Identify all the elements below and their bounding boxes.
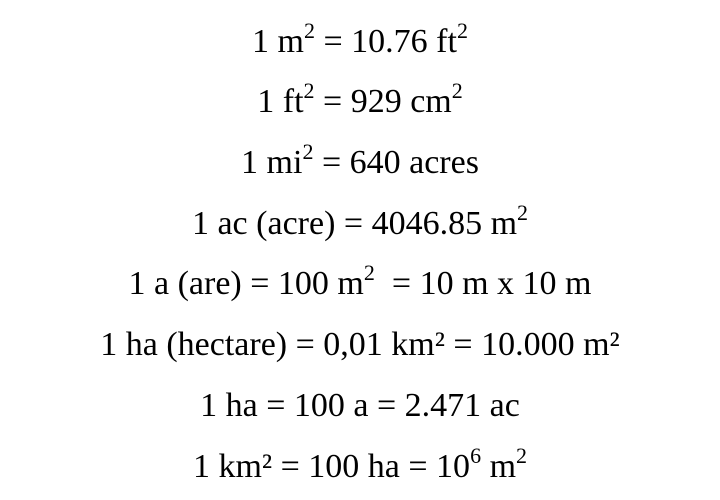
conversion-line-3	[0, 138, 720, 183]
line-text: 1 mi	[241, 144, 303, 181]
conversion-line-7	[0, 386, 720, 426]
exponent: 2	[302, 138, 314, 164]
line-text: 1 ha = 100 a = 2.471 ac	[200, 387, 520, 424]
line-text: 1 m	[252, 23, 304, 60]
exponent: 2	[363, 259, 375, 285]
line-text: 1 ft	[257, 83, 304, 120]
line-text: = 929 cm	[314, 83, 452, 120]
line-text: 1 ha (hectare) = 0,01 km² = 10.000 m²	[100, 326, 620, 363]
conversion-line-5	[0, 259, 720, 304]
line-text: 1 ac (acre) = 4046.85 m	[191, 205, 518, 242]
line-text: = 10 m x 10 m	[374, 265, 592, 302]
exponent: 2	[516, 442, 528, 468]
exponent: 2	[303, 77, 315, 103]
line-text: 1 a (are) = 100 m	[128, 265, 364, 302]
line-text: = 10.76 ft	[315, 23, 457, 60]
conversion-line-4	[0, 199, 720, 244]
conversion-line-6	[0, 325, 720, 365]
exponent: 2	[451, 77, 463, 103]
exponent: 2	[456, 17, 468, 43]
exponent: 2	[517, 199, 529, 225]
conversion-line-8	[0, 442, 720, 487]
exponent: 6	[470, 442, 482, 468]
conversion-line-2	[0, 77, 720, 122]
line-text: m	[481, 448, 517, 485]
conversion-line-1	[0, 17, 720, 62]
exponent: 2	[304, 17, 315, 43]
line-text: = 640 acres	[313, 144, 479, 181]
line-text: 1 km² = 100 ha = 10	[192, 448, 471, 485]
